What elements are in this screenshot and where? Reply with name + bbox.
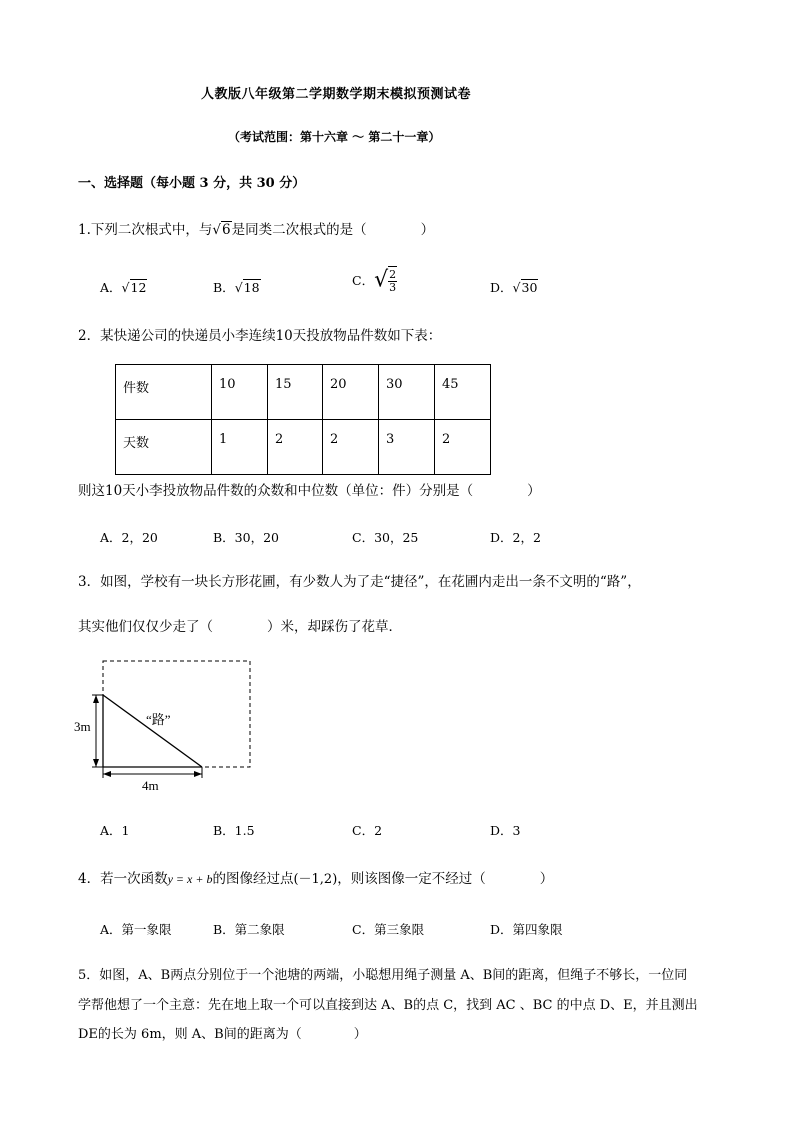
q1-option-d-label: D． <box>490 280 513 295</box>
height-label: 3m <box>74 719 91 734</box>
road-hypotenuse <box>103 695 202 767</box>
q4-option-a: A．第一象限 <box>100 922 172 937</box>
table-cell: 2 <box>323 420 379 475</box>
q1-option-d: D．√30 <box>490 280 538 295</box>
table-cell: 1 <box>212 420 268 475</box>
q2-option-a: A．2，20 <box>100 530 158 545</box>
page-subtitle: （考试范围：第十六章 ～ 第二十一章） <box>228 130 441 144</box>
table-cell: 2 <box>268 420 323 475</box>
q2-followup: 则这10天小李投放物品件数的众数和中位数（单位：件）分别是（ ） <box>78 483 541 499</box>
table-cell: 天数 <box>116 420 212 475</box>
question-5-line-3: DE的长为 6m，则 A、B间的距离为（ ） <box>78 1027 367 1042</box>
q1-prefix: 1.下列二次根式中，与 <box>78 222 213 238</box>
q4-mid: 的图像经过点 <box>212 871 294 887</box>
q3-option-d: D．3 <box>490 823 521 838</box>
section-heading: 一、选择题（每小题 3 分，共 30 分） <box>78 176 306 191</box>
table-cell: 15 <box>268 365 323 420</box>
q1-option-c-denominator: 3 <box>389 281 397 294</box>
q4-option-b: B．第二象限 <box>213 922 285 937</box>
q1-sqrt: √6 <box>212 222 231 238</box>
q2-option-d: D．2，2 <box>490 530 541 545</box>
q2-data-table <box>115 364 491 475</box>
q2-option-c: C．30，25 <box>352 530 419 545</box>
q4-suffix: ，则该图像一定不经过（ ） <box>337 871 554 887</box>
q1-option-c-numerator: 2 <box>389 268 397 281</box>
table-cell: 20 <box>323 365 379 420</box>
question-4 <box>78 869 553 890</box>
q1-option-b: B．√18 <box>213 280 260 295</box>
page-title: 人教版八年级第二学期数学期末模拟预测试卷 <box>201 87 472 102</box>
arrow-down-icon <box>93 759 99 767</box>
question-2: 2．某快递公司的快递员小李连续10天投放物品件数如下表： <box>78 328 442 344</box>
q4-option-d: D．第四象限 <box>490 922 563 937</box>
q4-prefix: 4．若一次函数 <box>78 871 168 887</box>
q1-radicand: 6 <box>222 222 231 238</box>
q1-option-a-value: 12 <box>130 280 147 295</box>
question-5-line-2: 学帮他想了一个主意：先在地上取一个可以直接到达 A、B的点 C，找到 AC 、BC 的中点 D、E，并且测出 <box>78 998 698 1013</box>
question-5-line-1: 5．如图，A、B两点分别位于一个池塘的两端，小聪想用绳子测量 A、B间的距离，但绳子不够长，一位同 <box>78 968 688 983</box>
table-cell: 2 <box>435 420 491 475</box>
table-cell: 30 <box>379 365 435 420</box>
table-cell: 45 <box>435 365 491 420</box>
table-row <box>116 365 491 420</box>
width-label: 4m <box>142 778 159 793</box>
q4-point: (－1,2) <box>293 872 338 887</box>
q4-function: y = x + b <box>167 872 213 886</box>
q3-option-b: B．1.5 <box>213 823 255 838</box>
arrow-right-icon <box>194 771 202 777</box>
q1-option-b-label: B． <box>213 280 235 295</box>
table-cell: 3 <box>379 420 435 475</box>
q1-suffix: 是同类二次根式的是（ ） <box>231 222 435 238</box>
table-row <box>116 420 491 475</box>
q4-option-c: C．第三象限 <box>352 922 425 937</box>
question-1 <box>78 220 434 240</box>
q1-option-b-value: 18 <box>243 280 260 295</box>
q1-option-d-value: 30 <box>521 280 538 295</box>
q3-flowerbed-figure <box>72 655 262 795</box>
q1-option-c-label: C． <box>352 273 375 288</box>
flowerbed-rectangle <box>103 661 250 767</box>
arrow-left-icon <box>103 771 111 777</box>
question-3-line-2: 其实他们仅仅少走了（ ）米，却踩伤了花草． <box>78 619 402 635</box>
q1-option-a: A．√12 <box>100 280 147 295</box>
q1-option-c: C．√ $\frac{2}{3}$ <box>352 267 397 294</box>
arrow-up-icon <box>93 695 99 703</box>
table-cell: 件数 <box>116 365 212 420</box>
q3-option-c: C．2 <box>352 823 383 838</box>
q3-option-a: A．1 <box>100 823 130 838</box>
question-3-line-1: 3．如图，学校有一块长方形花圃，有少数人为了走“捷径”，在花圃内走出一条不文明的“路”， <box>78 574 641 590</box>
q1-option-a-label: A． <box>100 280 122 295</box>
table-cell: 10 <box>212 365 268 420</box>
road-label: “路” <box>146 712 171 727</box>
q2-option-b: B．30，20 <box>213 530 279 545</box>
